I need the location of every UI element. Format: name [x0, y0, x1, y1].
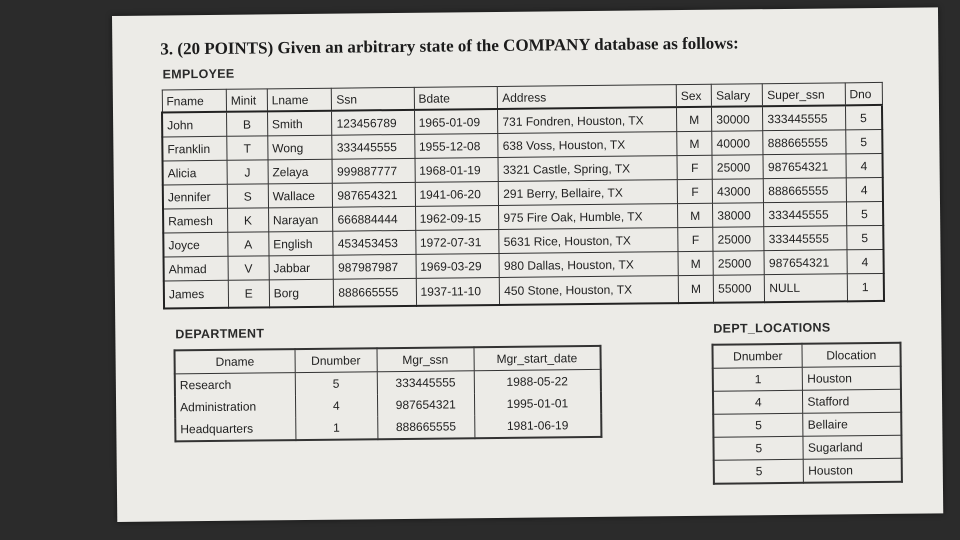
- table-cell: 666884444: [333, 206, 415, 231]
- table-cell: 5: [846, 225, 883, 249]
- dept-locations-table: [711, 342, 902, 485]
- department-table: [173, 345, 602, 442]
- table-cell: James: [164, 280, 229, 308]
- question-heading: 3. (20 POINTS) Given an arbitrary state of the COMPANY database as follows:: [160, 33, 739, 59]
- table-cell: 987654321: [763, 154, 845, 179]
- employee-table: [161, 82, 885, 310]
- table-cell: 5: [714, 459, 804, 483]
- col-address: Address: [498, 85, 677, 109]
- col-dnumber: Dnumber: [295, 348, 377, 372]
- table-cell: 25000: [712, 155, 763, 180]
- table-cell: M: [677, 131, 713, 155]
- dept-locations-header-row: [712, 343, 900, 368]
- table-cell: 999887777: [332, 158, 414, 183]
- table-cell: 987654321: [333, 182, 415, 207]
- table-cell: 333445555: [377, 371, 474, 395]
- table-cell: 5: [713, 413, 803, 437]
- table-cell: 888665555: [334, 278, 416, 306]
- table-cell: Ahmad: [164, 256, 229, 281]
- table-cell: 1941-06-20: [415, 181, 499, 206]
- col-mgr-ssn: Mgr_ssn: [377, 347, 474, 372]
- table-cell: 1937-11-10: [416, 277, 500, 305]
- table-cell: 1955-12-08: [414, 133, 498, 158]
- table-cell: 638 Voss, Houston, TX: [498, 132, 677, 158]
- table-cell: 5: [846, 201, 883, 225]
- table-cell: 333445555: [764, 202, 846, 227]
- table-cell: S: [227, 184, 268, 208]
- col-mgr-start-date: Mgr_start_date: [474, 346, 601, 371]
- table-cell: 55000: [713, 275, 764, 303]
- table-cell: English: [269, 231, 334, 256]
- table-cell: T: [227, 136, 268, 160]
- col-loc-dnumber: Dnumber: [712, 344, 802, 368]
- table-cell: 1969-03-29: [416, 253, 500, 278]
- table-cell: 4: [847, 249, 884, 273]
- table-cell: Alicia: [163, 160, 228, 185]
- table-cell: 1: [295, 416, 377, 440]
- table-cell: 4: [846, 177, 883, 201]
- table-cell: 1: [713, 367, 803, 391]
- table-cell: 888665555: [377, 415, 474, 439]
- table-cell: Sugarland: [803, 435, 901, 459]
- table-cell: F: [677, 179, 713, 203]
- table-cell: 1972-07-31: [415, 229, 499, 254]
- table-cell: Bellaire: [803, 412, 901, 436]
- table-cell: 888665555: [763, 130, 845, 155]
- table-cell: M: [678, 275, 714, 303]
- col-salary: Salary: [711, 84, 762, 107]
- table-cell: 987654321: [377, 393, 474, 416]
- table-cell: Franklin: [162, 136, 227, 161]
- table-cell: 1995-01-01: [474, 392, 601, 415]
- table-cell: Research: [175, 373, 295, 397]
- col-dno: Dno: [845, 82, 882, 105]
- table-cell: Jabbar: [269, 255, 334, 280]
- table-cell: John: [162, 112, 227, 137]
- table-cell: 25000: [713, 227, 764, 252]
- table-cell: Ramesh: [163, 208, 228, 233]
- table-cell: 1968-01-19: [415, 157, 499, 182]
- col-dlocation: Dlocation: [802, 343, 900, 368]
- col-super-ssn: Super_ssn: [763, 83, 845, 106]
- table-cell: Stafford: [803, 389, 901, 413]
- col-bdate: Bdate: [414, 86, 498, 109]
- table-cell: F: [677, 155, 713, 179]
- table-cell: 25000: [713, 251, 764, 276]
- table-cell: Houston: [804, 458, 902, 483]
- table-row: [714, 458, 902, 483]
- table-cell: 1965-01-09: [414, 109, 498, 134]
- table-cell: K: [227, 208, 268, 232]
- table-cell: Wallace: [268, 183, 333, 208]
- table-cell: 3321 Castle, Spring, TX: [498, 156, 677, 182]
- table-cell: Wong: [268, 135, 333, 160]
- col-dname: Dname: [175, 349, 295, 374]
- table-cell: Administration: [175, 395, 295, 418]
- table-cell: 888665555: [764, 178, 846, 203]
- table-cell: M: [676, 107, 712, 132]
- table-cell: M: [678, 251, 714, 275]
- table-cell: 1988-05-22: [474, 369, 601, 393]
- table-cell: 450 Stone, Houston, TX: [500, 276, 679, 305]
- table-cell: 333445555: [764, 226, 846, 251]
- table-cell: 5: [845, 105, 882, 130]
- table-cell: M: [677, 203, 713, 227]
- table-cell: 1981-06-19: [474, 414, 601, 438]
- dept-locations-label: DEPT_LOCATIONS: [713, 320, 831, 336]
- table-cell: 4: [713, 390, 803, 414]
- department-label: DEPARTMENT: [175, 326, 265, 342]
- table-cell: Jennifer: [163, 184, 228, 209]
- table-cell: 5: [845, 129, 882, 153]
- table-cell: 4: [295, 394, 377, 417]
- table-cell: 987654321: [764, 250, 846, 275]
- table-cell: 40000: [712, 131, 763, 156]
- table-cell: 980 Dallas, Houston, TX: [499, 252, 678, 278]
- table-cell: 5: [295, 372, 377, 395]
- table-cell: 291 Berry, Bellaire, TX: [499, 180, 678, 206]
- table-cell: 1962-09-15: [415, 205, 499, 230]
- table-cell: V: [228, 256, 269, 280]
- table-row: [175, 414, 601, 441]
- table-cell: 43000: [712, 179, 763, 204]
- table-cell: 4: [846, 153, 883, 177]
- table-cell: A: [228, 232, 269, 256]
- table-cell: Headquarters: [175, 417, 295, 441]
- table-cell: J: [227, 160, 268, 184]
- table-cell: 333445555: [332, 134, 414, 159]
- table-cell: 975 Fire Oak, Humble, TX: [499, 204, 678, 230]
- table-cell: 123456789: [332, 110, 414, 135]
- table-row: [713, 412, 901, 437]
- table-cell: B: [226, 111, 267, 136]
- table-cell: 30000: [712, 106, 763, 131]
- table-cell: 987987987: [333, 254, 415, 279]
- col-ssn: Ssn: [332, 87, 414, 110]
- table-cell: 38000: [713, 203, 764, 228]
- table-cell: Zelaya: [268, 159, 333, 184]
- col-sex: Sex: [676, 84, 712, 107]
- table-cell: E: [228, 280, 269, 308]
- table-cell: 1: [847, 273, 884, 301]
- table-cell: 333445555: [763, 105, 845, 130]
- col-minit: Minit: [226, 89, 267, 112]
- table-cell: Borg: [269, 279, 334, 307]
- table-cell: 731 Fondren, Houston, TX: [498, 107, 677, 133]
- col-fname: Fname: [162, 89, 227, 112]
- table-row: [713, 389, 901, 414]
- table-row: [713, 435, 901, 460]
- table-cell: 453453453: [333, 230, 415, 255]
- col-lname: Lname: [267, 88, 332, 111]
- table-cell: Joyce: [163, 232, 228, 257]
- table-cell: 5: [713, 436, 803, 460]
- table-cell: Narayan: [268, 207, 333, 232]
- paper-sheet: [112, 7, 943, 522]
- table-row: [713, 366, 901, 391]
- table-cell: Smith: [267, 111, 332, 136]
- table-cell: 5631 Rice, Houston, TX: [499, 228, 678, 254]
- table-cell: NULL: [765, 274, 847, 302]
- table-cell: F: [678, 227, 714, 251]
- employee-label: EMPLOYEE: [162, 66, 235, 82]
- table-cell: Houston: [803, 366, 901, 390]
